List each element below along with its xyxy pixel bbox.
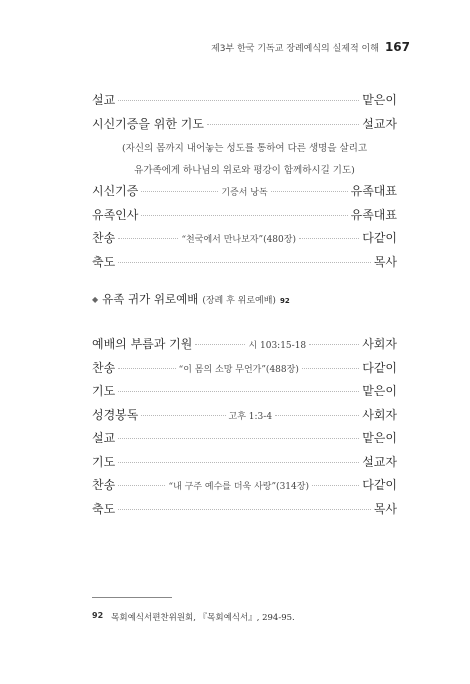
section-title-text: 유족 귀가 위로예배 xyxy=(102,292,199,306)
order-leader: 설교자 xyxy=(362,116,397,131)
dot-leader xyxy=(118,438,359,439)
order-detail: “천국에서 만나보자”(480장) xyxy=(181,235,296,245)
dot-leader xyxy=(118,368,175,369)
order-row xyxy=(92,206,397,230)
order-detail: 시 103:15-18 xyxy=(248,341,307,351)
dot-leader xyxy=(141,215,347,216)
order-item: 시신기증 xyxy=(92,184,139,198)
dot-leader xyxy=(207,124,359,125)
order-item: 축도 xyxy=(92,501,116,516)
dot-leader xyxy=(118,509,371,510)
footnote-ref: 92 xyxy=(279,297,290,305)
funeral-order-section xyxy=(92,91,397,276)
order-item: 시신기증을 위한 기도 xyxy=(92,116,204,131)
order-detail: “내 구주 예수를 더욱 사랑”(314장) xyxy=(168,482,309,492)
order-leader: 목사 xyxy=(373,501,397,516)
page-number: 167 xyxy=(384,40,410,54)
dot-leader xyxy=(271,191,348,192)
order-leader: 맡은이 xyxy=(362,431,397,445)
order-leader: 맡은이 xyxy=(362,384,397,398)
order-row xyxy=(92,500,397,524)
diamond-bullet-icon: ◆ xyxy=(92,295,99,304)
order-leader: 목사 xyxy=(373,254,397,269)
order-item: 찬송 xyxy=(92,231,116,245)
order-row xyxy=(92,115,397,139)
order-leader: 다같이 xyxy=(362,360,398,375)
order-item: 기도 xyxy=(92,454,116,469)
footnote-number: 92 xyxy=(92,611,104,620)
order-item: 유족인사 xyxy=(92,207,139,222)
order-leader: 사회자 xyxy=(362,337,397,351)
dot-leader xyxy=(118,462,359,463)
footnote xyxy=(92,611,295,623)
dot-leader xyxy=(195,344,245,345)
order-row xyxy=(92,91,397,115)
order-item: 찬송 xyxy=(92,360,116,375)
dot-leader xyxy=(118,485,165,486)
order-item: 기도 xyxy=(92,384,116,398)
order-row xyxy=(92,429,397,453)
order-leader: 다같이 xyxy=(362,231,398,245)
order-leader: 설교자 xyxy=(362,454,397,469)
order-item: 예배의 부름과 기원 xyxy=(92,337,193,351)
order-leader: 사회자 xyxy=(362,407,398,422)
order-row xyxy=(92,359,397,383)
dot-leader xyxy=(118,262,371,263)
order-row xyxy=(92,406,397,430)
order-leader: 다같이 xyxy=(362,478,398,492)
order-row xyxy=(92,229,397,253)
consolation-service-section xyxy=(92,335,397,523)
order-detail: 고후 1:3-4 xyxy=(228,411,273,422)
dot-leader xyxy=(312,485,359,486)
dot-leader xyxy=(302,368,359,369)
dot-leader xyxy=(275,415,359,416)
running-title: 제3부 한국 기독교 장례예식의 실제적 이해 xyxy=(211,44,379,54)
order-detail: “이 몸의 소망 무언가”(488장) xyxy=(178,364,299,375)
parenthetical-note: (자신의 몸까지 내어놓는 성도를 통하여 다른 생명을 살리고 xyxy=(121,143,368,154)
section-title xyxy=(92,291,290,307)
order-leader: 맡은이 xyxy=(362,93,397,107)
order-row xyxy=(92,335,397,359)
order-row xyxy=(92,253,397,277)
footnote-divider xyxy=(92,597,172,598)
footnote-text: 목회예식서편찬위원회, 『목회예식서』, 294-95. xyxy=(111,613,295,623)
order-row xyxy=(92,182,397,206)
order-row xyxy=(92,476,397,500)
dot-leader xyxy=(141,415,225,416)
section-subtitle: (장례 후 위로예배) xyxy=(202,296,276,306)
running-header xyxy=(211,40,410,54)
dot-leader xyxy=(118,100,359,101)
dot-leader xyxy=(141,191,218,192)
dot-leader xyxy=(299,238,359,239)
dot-leader xyxy=(118,238,178,239)
order-item: 설교 xyxy=(92,93,116,107)
order-item: 찬송 xyxy=(92,478,116,492)
order-detail: 기증서 낭독 xyxy=(221,188,268,198)
order-leader: 유족대표 xyxy=(350,207,397,222)
order-item: 설교 xyxy=(92,431,116,445)
order-row xyxy=(92,382,397,406)
dot-leader xyxy=(118,391,359,392)
parenthetical-note: 유가족에게 하나님의 위로와 평강이 함께하시길 기도) xyxy=(134,165,355,176)
order-row xyxy=(92,453,397,477)
order-item: 성경봉독 xyxy=(92,407,139,422)
dot-leader xyxy=(309,344,359,345)
order-leader: 유족대표 xyxy=(350,184,397,198)
order-item: 축도 xyxy=(92,254,116,269)
